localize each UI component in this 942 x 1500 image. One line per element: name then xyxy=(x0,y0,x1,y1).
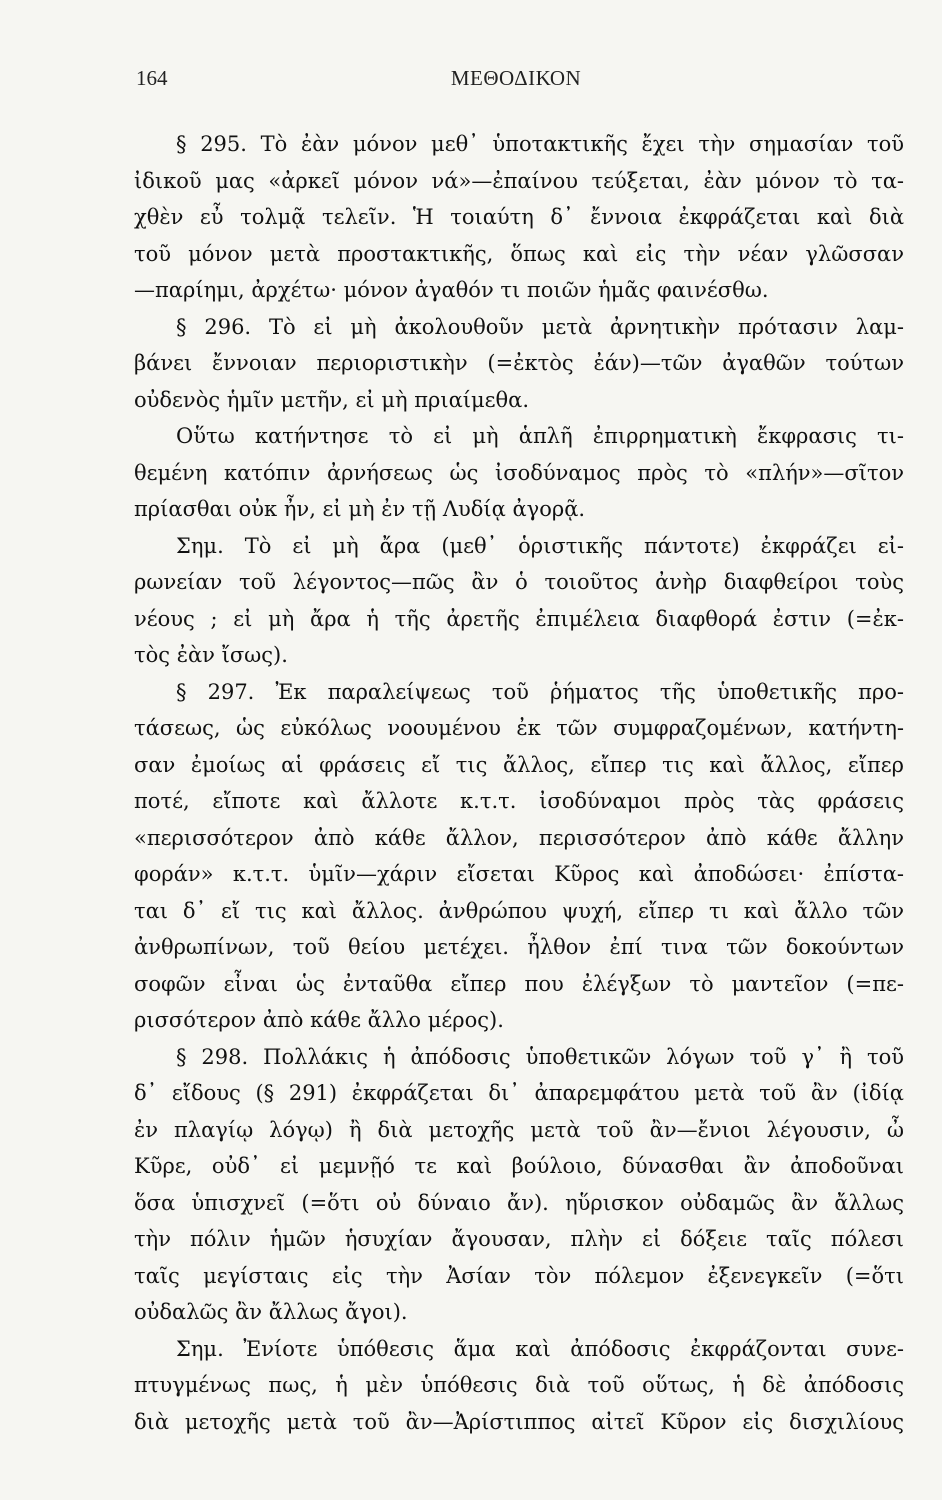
text-line: θεμένη κατόπιν ἀρνήσεως ὡς ἰσοδύναμος πρὸς τὸ «πλήν»—σῖτον xyxy=(134,460,904,485)
text-line: ὅσα ὑπισχνεῖ (=ὅτι οὐ δύναιο ἄν). ηὕρισκον οὐδαμῶς ἂν ἄλλως xyxy=(134,1190,904,1215)
text-line: πτυγμένως πως, ἡ μὲν ὑπόθεσις διὰ τοῦ οὕτως, ἡ δὲ ἀπόδοσις xyxy=(134,1373,904,1397)
text-line: οὐδαλῶς ἂν ἄλλως ἄγοι). xyxy=(134,1300,408,1324)
text-line: ἐν πλαγίῳ λόγῳ) ἢ διὰ μετοχῆς μετὰ τοῦ ἂν—ἔνιοι λέγουσιν, ὦ xyxy=(134,1117,904,1142)
text-line: χθὲν εὖ τολμᾷ τελεῖν. Ἡ τοιαύτη δ᾽ ἔννοια ἐκφράζεται καὶ διὰ xyxy=(134,205,904,229)
text-line: Σημ. Τὸ εἰ μὴ ἄρα (μεθ᾽ ὁριστικῆς πάντοτε) ἐκφράζει εἰ- xyxy=(176,533,904,558)
text-line: φοράν» κ.τ.τ. ὑμῖν—χάριν εἴσεται Κῦρος καὶ ἀποδώσει· ἐπίστα- xyxy=(134,862,904,886)
text-line: ρισσότερον ἀπὸ κάθε ἄλλο μέρος). xyxy=(134,1008,504,1032)
page-header xyxy=(136,66,896,96)
running-head: ΜΕΘΟΔΙΚΟΝ xyxy=(450,66,582,90)
text-line: § 296. Τὸ εἰ μὴ ἀκολουθοῦν μετὰ ἀρνητικὴν πρότασιν λαμ- xyxy=(176,314,904,339)
text-line: τάσεως, ὡς εὐκόλως νοουμένου ἐκ τῶν συμφραζομένων, κατήντη- xyxy=(134,716,904,740)
text-line: βάνει ἔννοιαν περιοριστικὴν (=ἐκτὸς ἐάν)—τῶν ἀγαθῶν τούτων xyxy=(134,351,904,375)
text-line: δ᾽ εἴδους (§ 291) ἐκφράζεται δι᾽ ἀπαρεμφάτου μετὰ τοῦ ἂν (ἰδίᾳ xyxy=(134,1081,904,1105)
text-line: τὸς ἐὰν ἴσως). xyxy=(134,643,288,667)
text-line: ταῖς μεγίσταις εἰς τὴν Ἀσίαν τὸν πόλεμον ἐξενεγκεῖν (=ὅτι xyxy=(134,1263,904,1288)
text-line: οὐδενὸς ἡμῖν μετῆν, εἰ μὴ πριαίμεθα. xyxy=(134,387,530,412)
text-line: ἀνθρωπίνων, τοῦ θείου μετέχει. ἦλθον ἐπί τινα τῶν δοκούντων xyxy=(134,935,904,959)
text-line: σοφῶν εἶναι ὡς ἐνταῦθα εἴπερ που ἐλέγξων τὸ μαντεῖον (=πε- xyxy=(134,971,904,996)
text-line: § 298. Πολλάκις ἡ ἀπόδοσις ὑποθετικῶν λόγων τοῦ γ᾽ ἢ τοῦ xyxy=(176,1044,904,1069)
text-line: νέους ; εἰ μὴ ἄρα ἡ τῆς ἀρετῆς ἐπιμέλεια διαφθορά ἐστιν (=ἐκ- xyxy=(134,606,904,631)
text-line: § 297. Ἐκ παραλείψεως τοῦ ῥήματος τῆς ὑποθετικῆς προ- xyxy=(176,679,904,704)
text-line: ρωνείαν τοῦ λέγοντος—πῶς ἂν ὁ τοιοῦτος ἀνὴρ διαφθείροι τοὺς xyxy=(134,570,904,594)
text-line: ποτέ, εἴποτε καὶ ἄλλοτε κ.τ.τ. ἰσοδύναμοι πρὸς τὰς φράσεις xyxy=(134,789,904,813)
text-line: ται δ᾽ εἴ τις καὶ ἄλλος. ἀνθρώπου ψυχή, εἴπερ τι καὶ ἄλλο τῶν xyxy=(134,898,904,923)
text-line: τοῦ μόνον μετὰ προστακτικῆς, ὅπως καὶ εἰς τὴν νέαν γλῶσσαν xyxy=(134,241,904,266)
text-line: Οὕτω κατήντησε τὸ εἰ μὴ ἁπλῆ ἐπιρρηματικὴ ἔκφρασις τι- xyxy=(176,424,904,448)
body-text xyxy=(134,126,904,1440)
text-line: Κῦρε, οὐδ᾽ εἰ μεμνῇό τε καὶ βούλοιο, δύνασθαι ἂν ἀποδοῦναι xyxy=(134,1154,904,1178)
text-line: σαν ἐμοίως αἱ φράσεις εἴ τις ἄλλος, εἴπερ τις καὶ ἄλλος, εἴπερ xyxy=(134,752,904,777)
text-line: § 295. Τὸ ἐὰν μόνον μεθ᾽ ὑποτακτικῆς ἔχει τὴν σημασίαν τοῦ xyxy=(176,132,904,156)
text-line: Σημ. Ἐνίοτε ὑπόθεσις ἅμα καὶ ἀπόδοσις ἐκφράζονται συνε- xyxy=(176,1336,904,1361)
text-line: πρίασθαι οὐκ ἦν, εἰ μὴ ἐν τῇ Λυδίᾳ ἀγορᾷ. xyxy=(134,497,586,521)
page-number: 164 xyxy=(136,66,168,90)
text-line: —παρίημι, ἀρχέτω· μόνον ἀγαθόν τι ποιῶν ἡμᾶς φαινέσθω. xyxy=(134,278,769,302)
text-line: τὴν πόλιν ἡμῶν ἡσυχίαν ἄγουσαν, πλὴν εἰ δόξειε ταῖς πόλεσι xyxy=(134,1227,904,1251)
text-line: «περισσότερον ἀπὸ κάθε ἄλλον, περισσότερον ἀπὸ κάθε ἄλλην xyxy=(134,825,904,850)
text-line: ἰδικοῦ μας «ἀρκεῖ μόνον νά»—ἐπαίνου τεύξεται, ἐὰν μόνον τὸ τα- xyxy=(134,168,904,193)
text-line: διὰ μετοχῆς μετὰ τοῦ ἂν—Ἀρίστιππος αἰτεῖ Κῦρον εἰς δισχιλίους xyxy=(134,1409,904,1434)
